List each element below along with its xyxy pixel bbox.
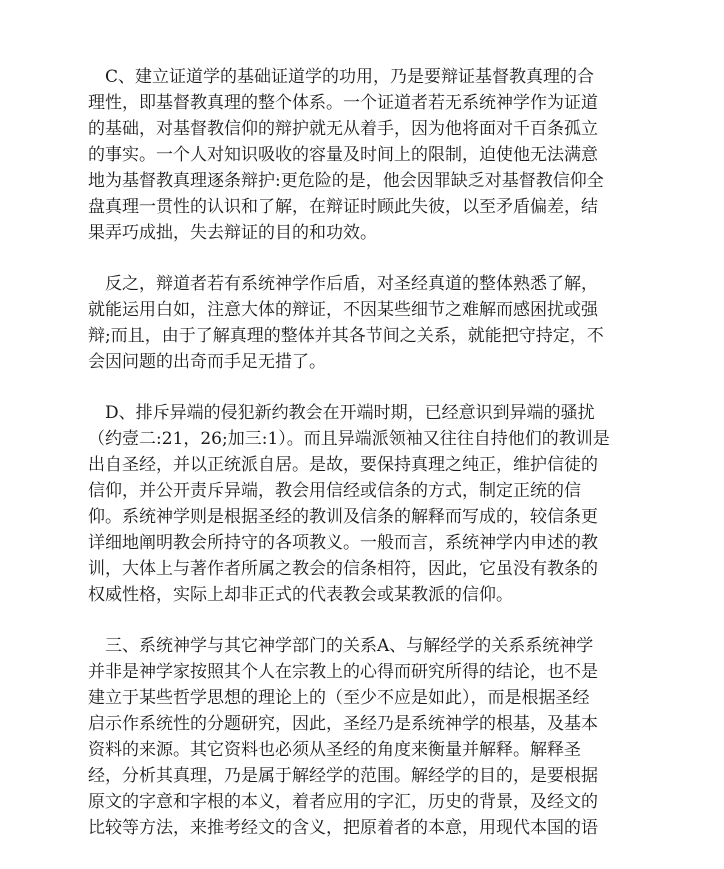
text-line: 权威性格，实际上却非正式的代表教会或某教派的信仰。: [88, 585, 513, 605]
text-line: 果弄巧成拙，失去辩证的目的和功效。: [88, 223, 377, 243]
paragraph-apologetics-foundation: [88, 64, 640, 246]
paragraph-defender-backing: [88, 271, 640, 375]
text-line: 信仰，并公开责斥异端，教会用信经或信条的方式，制定正统的信: [88, 481, 581, 501]
text-line: 地为基督教真理逐条辩护:更危险的是，他会因罪缺乏对基督教信仰全: [88, 171, 604, 191]
text-line: 训，大体上与著作者所属之教会的信条相符，因此，它虽没有教条的: [88, 559, 598, 579]
text-line: 启示作系统性的分题研究，因此，圣经乃是系统神学的根基，及基本: [88, 714, 598, 734]
text-line: 仰。系统神学则是根据圣经的教训及信条的解释而写成的，较信条更: [88, 507, 598, 527]
text-line: 的事实。一个人对知识吸收的容量及时间上的限制，迫使他无法满意: [88, 145, 598, 165]
document-page: [88, 64, 640, 866]
text-line: D、排斥异端的侵犯新约教会在开端时期，已经意识到异端的骚扰: [88, 403, 595, 423]
text-line: 资料的来源。其它资料也必须从圣经的角度来衡量并解释。解释圣: [88, 740, 581, 760]
text-line: 理性，即基督教真理的整个体系。一个证道者若无系统神学作为证道: [88, 93, 598, 113]
text-line: 经，分析其真理，乃是属于解经学的范围。解经学的目的，是要根据: [88, 766, 598, 786]
text-line: 出自圣经，并以正统派自居。是故，要保持真理之纯正，维护信徒的: [88, 455, 598, 475]
text-line: 盘真理一贯性的认识和了解，在辩证时顾此失彼，以至矛盾偏差，结: [88, 197, 598, 217]
text-line: 会因问题的出奇而手足无措了。: [88, 352, 326, 372]
text-line: 比较等方法，来推考经文的含义，把原着者的本意，用现代本国的语: [88, 818, 598, 838]
text-line: 建立于某些哲学思想的理论上的（至少不应是如此），而是根据圣经: [88, 688, 590, 708]
text-line: 辩;而且，由于了解真理的整体并其各节间之关系，就能把守持定，不: [88, 326, 604, 346]
text-line: 反之，辩道者若有系统神学作后盾，对圣经真道的整体熟悉了解，: [88, 274, 598, 294]
text-line: 并非是神学家按照其个人在宗教上的心得而研究所得的结论，也不是: [88, 662, 598, 682]
text-line: 的基础，对基督教信仰的辩护就无从着手，因为他将面对千百条孤立: [88, 119, 598, 139]
paragraph-rejecting-heresy: [88, 400, 640, 608]
text-line: 就能运用白如，注意大体的辩证，不因某些细节之难解而感困扰或强: [88, 300, 598, 320]
text-line: （约壹二:21，26;加三:1）。而且异端派领袖又往往自持他们的教训是: [88, 429, 610, 449]
text-line: 详细地阐明教会所持守的各项教义。一般而言，系统神学内申述的教: [88, 533, 598, 553]
text-line: 原文的字意和字根的本义，着者应用的字汇，历史的背景，及经文的: [88, 792, 598, 812]
paragraph-theology-relations: [88, 633, 640, 841]
text-line: C、建立证道学的基础证道学的功用，乃是要辩证基督教真理的合: [88, 67, 595, 87]
text-line: 三、系统神学与其它神学部门的关系A、与解经学的关系系统神学: [88, 636, 594, 656]
